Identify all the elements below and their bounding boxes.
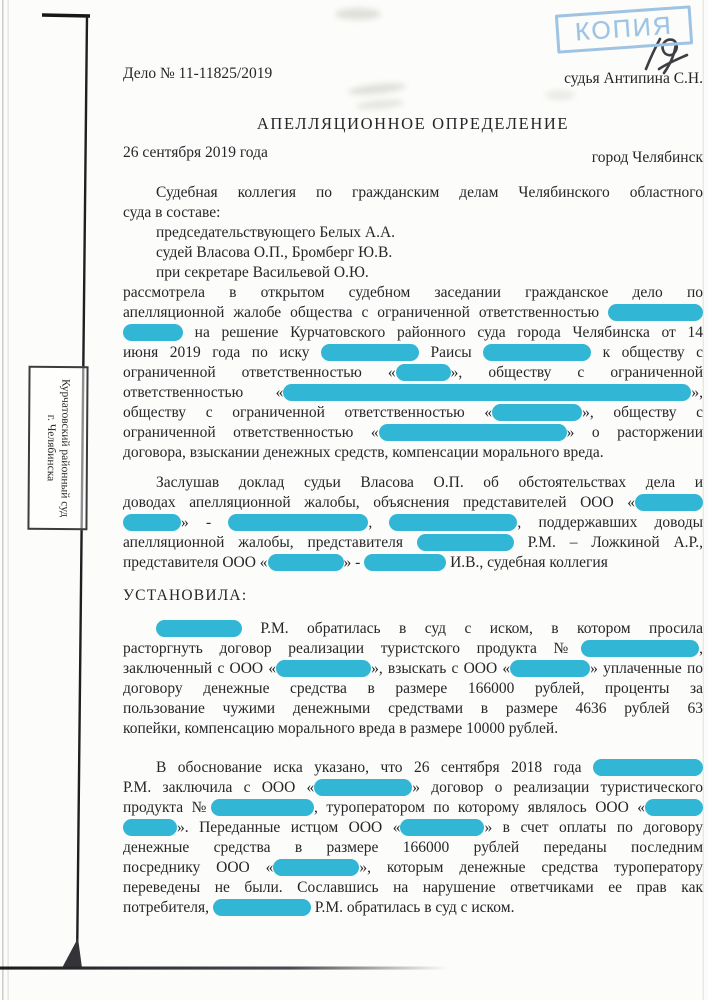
- text-line: продукта № , туроператором по которому являлось ООО «: [123, 798, 703, 818]
- text-line: рассмотрела в открытом судебном заседании гражданское дело по: [123, 284, 703, 301]
- header-row: [123, 64, 703, 87]
- redaction-mark: [123, 324, 183, 341]
- scan-edge-line: [2, 0, 4, 1000]
- text-line: Заслушав доклад судьи Власова О.П. об обстоятельствах дела и: [156, 474, 703, 491]
- document-body: [123, 183, 703, 918]
- paragraph: [123, 473, 703, 573]
- redaction-mark: [364, 554, 446, 571]
- redaction-mark: [268, 554, 344, 571]
- text-line: ответственностью « »,: [123, 384, 703, 401]
- text-line: » - , , поддержавших доводы: [123, 513, 703, 533]
- redaction-mark: [123, 514, 181, 531]
- redaction-mark: [273, 859, 359, 876]
- redaction-mark: [593, 759, 703, 776]
- text-line: апелляционной жалобы, представителя Р.М. – Ложкиной А.Р.,: [123, 534, 703, 551]
- text-line: ограниченной ответственностью « » о расторжении: [123, 424, 703, 441]
- text-line: договора, взыскании денежных средств, компенсации морального вреда.: [123, 444, 604, 461]
- section-heading: [123, 586, 703, 606]
- redaction-mark: [396, 364, 451, 381]
- redaction-mark: [379, 424, 567, 441]
- copy-stamp-label: КОПИЯ: [574, 11, 674, 47]
- redaction-mark: [389, 514, 517, 531]
- text-line: расторгнуть договор реализации туристского продукта № ,: [123, 640, 703, 657]
- text-line: апелляционной жалобе общества с ограниченной ответственностью: [123, 303, 703, 323]
- text-line: Судебная коллегия по гражданским делам Челябинского областного: [156, 184, 703, 201]
- date-row: [123, 143, 703, 166]
- redaction-mark: [283, 384, 691, 401]
- document-date: 26 сентября 2019 года: [123, 144, 268, 161]
- text-line: на решение Курчатовского районного суда города Челябинска от 14: [123, 323, 703, 343]
- text-line: пользование чужими денежными средствами в размере 4636 рублей 63: [123, 700, 703, 717]
- scan-edge-line: [8, 0, 9, 1000]
- redaction-mark: [156, 620, 242, 637]
- text-line: посреднику ООО « », которым денежные средства туроператору: [123, 859, 703, 876]
- text-line: В обоснование иска указано, что 26 сентября 2018 года: [123, 758, 703, 778]
- text-line: Р.М. заключила с ООО « » договор о реализации туристического: [123, 779, 703, 796]
- redaction-mark: [492, 404, 582, 421]
- paragraph: [123, 619, 703, 739]
- text-line: при секретаре Васильевой О.Ю.: [156, 264, 369, 281]
- court-stamp-line1: Курчатовский районный суд: [58, 378, 72, 518]
- redaction-mark: [228, 514, 368, 531]
- page-fold-line: [42, 15, 90, 16]
- text-line: Р.М. обратилась в суд с иском, в котором просила: [123, 619, 703, 639]
- text-line: потребителя, Р.М. обратилась в суд с иском.: [123, 899, 515, 916]
- paragraph: [123, 183, 703, 283]
- text-line: переведены не были. Сославшись на нарушение ответчиками ее прав как: [123, 879, 703, 896]
- redaction-mark: [608, 304, 703, 321]
- copy-stamp: [555, 5, 693, 53]
- paragraph: [123, 283, 703, 463]
- judge-name: судья Антипина С.Н.: [564, 70, 703, 87]
- redaction-mark: [645, 799, 703, 816]
- redaction-mark: [417, 534, 514, 551]
- document-title: АПЕЛЛЯЦИОННОЕ ОПРЕДЕЛЕНИЕ: [256, 114, 570, 133]
- text-line: денежные средства в размере 166000 рублей переданы последним: [123, 839, 703, 856]
- scan-smudge: [335, 8, 381, 20]
- redaction-mark: [123, 819, 177, 836]
- paragraph: [123, 758, 703, 918]
- redaction-mark: [483, 344, 591, 361]
- court-stamp-text: [43, 370, 72, 526]
- text-line: ». Переданные истцом ООО « » в счет оплаты по договору: [123, 818, 703, 838]
- ink-blot: [62, 938, 82, 968]
- redaction-mark: [321, 344, 419, 361]
- case-number: Дело № 11-11825/2019: [123, 65, 273, 82]
- text-line: ограниченной ответственностью « », обществу с ограниченной: [123, 364, 703, 381]
- text-line: суда в составе:: [123, 204, 221, 221]
- redaction-mark: [510, 660, 590, 677]
- document-city: город Челябинск: [591, 149, 703, 166]
- redaction-mark: [213, 899, 311, 916]
- text-line: судей Власова О.П., Бромберг Ю.В.: [156, 244, 393, 261]
- document-text: [123, 64, 703, 918]
- text-line: копейки, компенсацию морального вреда в размере 10000 рублей.: [123, 720, 559, 737]
- text-line: заключенный с ООО « », взыскать с ООО « » уплаченные по: [123, 660, 703, 677]
- text-line: доводах апелляционной жалобы, объяснения представителей ООО «: [123, 493, 703, 513]
- court-stamp-line2: г. Челябинска: [44, 414, 58, 482]
- redaction-mark: [581, 640, 699, 657]
- text-line: обществу с ограниченной ответственностью « », обществу с: [123, 404, 703, 421]
- redaction-mark: [314, 779, 412, 796]
- text-line: представителя ООО « » - И.В., судебная коллегия: [123, 554, 608, 571]
- page-fold-line: [0, 967, 448, 970]
- court-stamp: [27, 366, 88, 530]
- text-line: июня 2019 года по иску Раисы к обществу с: [123, 344, 703, 361]
- text-line: УСТАНОВИЛА:: [123, 587, 248, 604]
- text-line: договору денежные средства в размере 166000 рублей, проценты за: [123, 680, 703, 697]
- redaction-mark: [211, 799, 314, 816]
- redaction-mark: [635, 494, 703, 511]
- text-line: председательствующего Белых А.А.: [156, 224, 396, 241]
- redaction-mark: [400, 819, 484, 836]
- redaction-mark: [276, 660, 371, 677]
